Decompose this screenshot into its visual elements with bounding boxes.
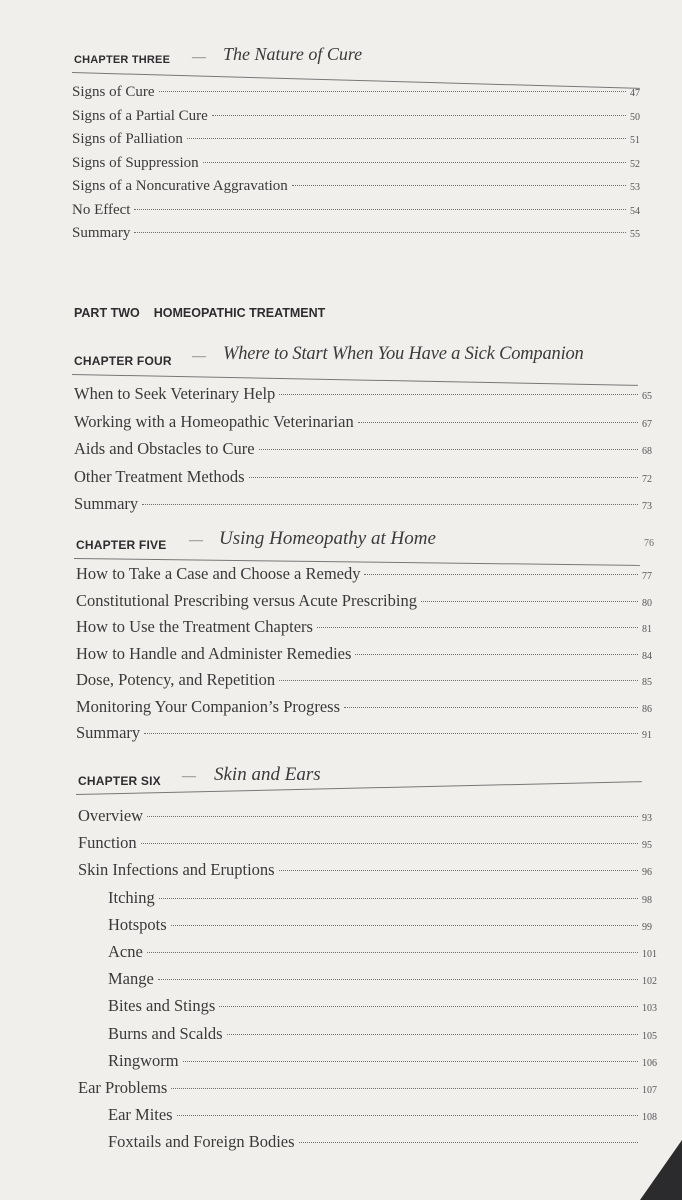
dot-leader: [355, 654, 638, 655]
toc-entry-title: Signs of Palliation: [72, 131, 183, 147]
toc-entry[interactable]: [76, 644, 652, 664]
toc-entry-title: Itching: [108, 887, 155, 907]
toc-entry[interactable]: [108, 1132, 652, 1152]
toc-entry-title: Ear Mites: [108, 1105, 173, 1125]
toc-page-number: 53: [630, 182, 640, 193]
dot-leader: [134, 209, 626, 210]
toc-entry[interactable]: [72, 84, 640, 101]
chapter-label: CHAPTER SIX: [78, 774, 161, 788]
toc-entry[interactable]: [72, 225, 640, 242]
dot-leader: [279, 680, 638, 681]
toc-page-number: 52: [630, 158, 640, 170]
toc-page-number: 84: [642, 650, 652, 662]
toc-entry-title: Foxtails and Foreign Bodies: [108, 1132, 295, 1152]
toc-page-number: 96: [642, 867, 652, 879]
toc-page-number: 95: [642, 840, 652, 852]
chapter-title: Where to Start When You Have a Sick Companion: [223, 344, 584, 364]
dot-leader: [279, 394, 638, 395]
toc-entry[interactable]: [108, 1050, 657, 1071]
toc-entry-title: Signs of a Noncurative Aggravation: [72, 178, 288, 194]
toc-entry-title: Overview: [78, 806, 144, 825]
toc-entry[interactable]: [74, 467, 652, 487]
toc-page-number: 54: [630, 205, 640, 217]
toc-entry[interactable]: [108, 888, 652, 908]
toc-entry-title: Summary: [72, 225, 131, 241]
toc-page-number: 91: [642, 730, 652, 741]
toc-entry[interactable]: [108, 1105, 657, 1125]
toc-entry[interactable]: [76, 697, 652, 717]
dot-leader: [171, 1088, 638, 1089]
toc-entry-title: Signs of Cure: [72, 84, 155, 100]
toc-page-number: 85: [642, 677, 652, 688]
toc-entry[interactable]: [108, 915, 652, 935]
toc-entry-title: Other Treatment Methods: [74, 466, 245, 486]
toc-entry-title: Hotspots: [108, 914, 167, 934]
toc-entry-title: Dose, Potency, and Repetition: [76, 670, 276, 689]
toc-entry[interactable]: [72, 131, 640, 148]
dot-leader: [299, 1142, 638, 1143]
toc-page-number: 80: [642, 597, 652, 609]
dot-leader: [183, 1061, 638, 1062]
dot-leader: [158, 979, 638, 980]
title-dash: —: [182, 769, 196, 784]
dot-leader: [203, 162, 626, 163]
toc-page-number: 51: [630, 135, 640, 146]
dot-leader: [177, 1115, 638, 1116]
toc-entry[interactable]: [108, 996, 657, 1016]
toc-entry[interactable]: [76, 591, 652, 611]
dot-leader: [249, 477, 639, 478]
toc-page-number: 101: [642, 949, 657, 960]
toc-entry-title: Skin Infections and Eruptions: [78, 860, 275, 880]
toc-entry-title: Signs of Suppression: [72, 154, 199, 171]
toc-entry[interactable]: [76, 564, 652, 584]
toc-entry[interactable]: [108, 942, 657, 962]
toc-entry[interactable]: [74, 384, 652, 404]
toc-entry[interactable]: [78, 833, 652, 853]
toc-page-number: 81: [642, 624, 652, 635]
toc-page-number: 108: [642, 1112, 657, 1124]
toc-page-number: 47: [630, 88, 640, 99]
title-dash: —: [192, 50, 206, 65]
chapter-label: CHAPTER FOUR: [74, 354, 172, 368]
toc-page-number: 73: [642, 501, 652, 512]
toc-entry[interactable]: [74, 494, 652, 514]
toc-page-number: 50: [630, 111, 640, 123]
toc-page-number: 55: [630, 229, 640, 240]
title-dash: —: [189, 533, 203, 548]
dot-leader: [134, 232, 626, 233]
toc-entry-title: Function: [78, 833, 137, 853]
dot-leader: [142, 504, 638, 505]
dot-leader: [159, 898, 638, 899]
toc-entry-title: How to Take a Case and Choose a Remedy: [76, 564, 361, 583]
toc-entry[interactable]: [78, 1078, 657, 1098]
dot-leader: [292, 185, 626, 186]
toc-entry[interactable]: [108, 1023, 657, 1044]
toc-entry[interactable]: [76, 617, 652, 637]
toc-entry-title: Ear Problems: [78, 1078, 168, 1097]
chapter-page-number: 76: [644, 538, 654, 549]
toc-entry[interactable]: [76, 670, 652, 690]
dot-leader: [187, 138, 626, 139]
toc-page-number: 102: [642, 976, 657, 988]
toc-entry[interactable]: [108, 969, 657, 989]
toc-entry-title: Summary: [76, 723, 141, 742]
toc-entry[interactable]: [78, 806, 652, 826]
toc-entry-title: How to Handle and Administer Remedies: [76, 643, 352, 663]
toc-entry-title: Aids and Obstacles to Cure: [74, 439, 255, 458]
toc-entry-title: How to Use the Treatment Chapters: [76, 617, 313, 636]
chapter-label: CHAPTER FIVE: [76, 538, 167, 552]
toc-entry-title: Bites and Stings: [108, 996, 216, 1016]
toc-entry[interactable]: [76, 723, 652, 743]
dot-leader: [212, 115, 626, 116]
title-dash: —: [192, 349, 206, 364]
dot-leader: [159, 91, 627, 92]
toc-entry-title: Burns and Scalds: [108, 1023, 223, 1043]
toc-entry[interactable]: [78, 860, 652, 880]
part-label: PART TWO: [74, 306, 140, 320]
dot-leader: [219, 1006, 638, 1007]
toc-entry[interactable]: [74, 439, 652, 459]
toc-entry[interactable]: [72, 178, 640, 195]
toc-page-number: 72: [642, 473, 652, 485]
toc-entry-title: Ringworm: [108, 1050, 179, 1070]
toc-page-number: 98: [642, 894, 652, 906]
toc-page-number: 68: [642, 446, 652, 457]
dot-leader: [141, 843, 638, 844]
dot-leader: [317, 627, 638, 628]
toc-page-number: 86: [642, 703, 652, 715]
toc-entry-title: No Effect: [72, 201, 131, 218]
chapter-title: Using Homeopathy at Home: [219, 528, 436, 549]
dot-leader: [171, 925, 638, 926]
toc-page-number: 93: [642, 813, 652, 824]
toc-page-number: 105: [642, 1030, 657, 1042]
toc-entry-title: Acne: [108, 942, 143, 961]
toc-page-number: 67: [642, 418, 652, 430]
dot-leader: [344, 707, 638, 708]
toc-entry-title: Summary: [74, 494, 139, 513]
toc-entry-title: When to Seek Veterinary Help: [74, 384, 276, 403]
toc-entry-title: Monitoring Your Companion’s Progress: [76, 696, 341, 716]
chapter-label: CHAPTER THREE: [74, 54, 171, 66]
toc-page-number: 77: [642, 571, 652, 582]
toc-page-number: 65: [642, 391, 652, 402]
toc-entry-title: Signs of a Partial Cure: [72, 107, 208, 124]
dot-leader: [279, 870, 638, 871]
toc-entry[interactable]: [72, 155, 640, 172]
toc-page-number: 103: [642, 1003, 657, 1015]
part-heading: [74, 306, 325, 320]
dot-leader: [147, 816, 638, 817]
toc-entry[interactable]: [72, 108, 640, 125]
toc-entry[interactable]: [72, 202, 640, 219]
dot-leader: [147, 952, 638, 953]
dot-leader: [358, 422, 638, 423]
toc-entry[interactable]: [74, 412, 652, 432]
toc-page-number: 99: [642, 921, 652, 933]
toc-entry-title: Constitutional Prescribing versus Acute Prescribing: [76, 590, 417, 610]
dot-leader: [144, 733, 638, 734]
dot-leader: [421, 601, 638, 602]
part-title: HOMEOPATHIC TREATMENT: [153, 306, 326, 320]
dot-leader: [259, 449, 638, 450]
toc-entry-title: Working with a Homeopathic Veterinarian: [74, 411, 354, 431]
toc-page-number: 106: [642, 1057, 657, 1069]
dot-leader: [227, 1034, 638, 1035]
dot-leader: [364, 574, 638, 575]
toc-page-number: 107: [642, 1085, 657, 1096]
chapter-title: The Nature of Cure: [223, 44, 363, 64]
toc-entry-title: Mange: [108, 969, 154, 989]
chapter-title: Skin and Ears: [214, 764, 321, 785]
